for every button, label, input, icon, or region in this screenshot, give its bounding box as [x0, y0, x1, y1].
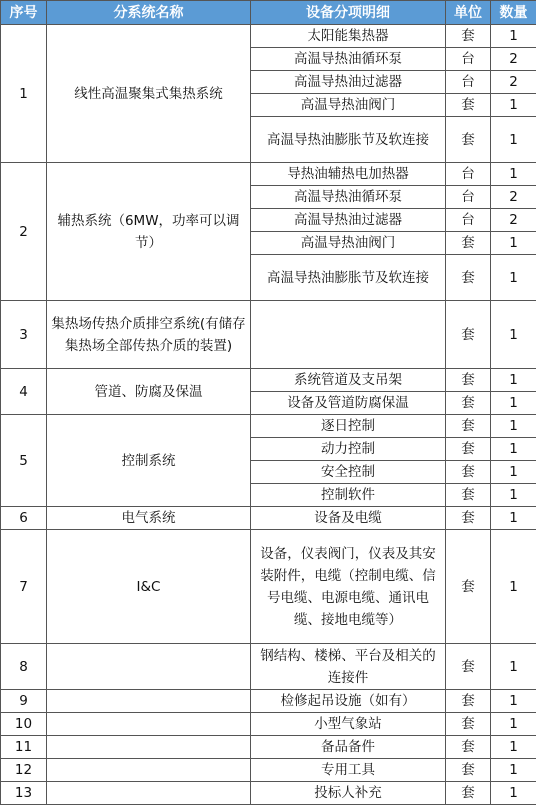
item-qty: 2 — [491, 71, 536, 94]
item-name: 检修起吊设施（如有） — [251, 690, 446, 713]
table-row — [1, 415, 536, 438]
header-system: 分系统名称 — [47, 1, 251, 25]
row-number: 11 — [1, 736, 47, 759]
row-number: 7 — [1, 530, 47, 644]
item-name: 安全控制 — [251, 461, 446, 484]
item-qty: 2 — [491, 48, 536, 71]
header-item: 设备分项明细 — [251, 1, 446, 25]
item-unit: 套 — [446, 301, 491, 369]
subsystem-name: 辅热系统（6MW，功率可以调节） — [47, 163, 251, 301]
item-qty: 1 — [491, 255, 536, 301]
header-qty: 数量 — [491, 1, 536, 25]
item-name — [251, 301, 446, 369]
item-unit: 套 — [446, 438, 491, 461]
item-unit: 套 — [446, 759, 491, 782]
item-name: 高温导热油过滤器 — [251, 209, 446, 232]
item-unit: 套 — [446, 713, 491, 736]
subsystem-name: 电气系统 — [47, 507, 251, 530]
item-name: 钢结构、楼梯、平台及相关的连接件 — [251, 644, 446, 690]
subsystem-name — [47, 644, 251, 690]
item-qty: 1 — [491, 782, 536, 805]
item-qty: 1 — [491, 415, 536, 438]
row-number: 10 — [1, 713, 47, 736]
table-row — [1, 690, 536, 713]
table-row — [1, 301, 536, 369]
header-unit: 单位 — [446, 1, 491, 25]
item-qty: 1 — [491, 644, 536, 690]
item-qty: 1 — [491, 94, 536, 117]
item-unit: 套 — [446, 530, 491, 644]
item-unit: 套 — [446, 690, 491, 713]
item-qty: 1 — [491, 163, 536, 186]
item-qty: 1 — [491, 301, 536, 369]
item-name: 高温导热油过滤器 — [251, 71, 446, 94]
table-row — [1, 713, 536, 736]
item-unit: 台 — [446, 163, 491, 186]
table-row — [1, 530, 536, 644]
item-name: 高温导热油循环泵 — [251, 186, 446, 209]
item-unit: 套 — [446, 94, 491, 117]
item-name: 备品备件 — [251, 736, 446, 759]
table-row — [1, 369, 536, 392]
subsystem-name: 集热场传热介质排空系统(有储存集热场全部传热介质的装置) — [47, 301, 251, 369]
item-name: 动力控制 — [251, 438, 446, 461]
item-unit: 套 — [446, 255, 491, 301]
item-name: 高温导热油阀门 — [251, 94, 446, 117]
item-name: 导热油辅热电加热器 — [251, 163, 446, 186]
item-qty: 1 — [491, 484, 536, 507]
item-unit: 套 — [446, 232, 491, 255]
item-unit: 台 — [446, 48, 491, 71]
table-row — [1, 25, 536, 48]
item-unit: 套 — [446, 736, 491, 759]
item-unit: 套 — [446, 415, 491, 438]
item-qty: 2 — [491, 186, 536, 209]
item-unit: 套 — [446, 461, 491, 484]
row-number: 2 — [1, 163, 47, 301]
subsystem-name: I&C — [47, 530, 251, 644]
item-name: 太阳能集热器 — [251, 25, 446, 48]
item-name: 逐日控制 — [251, 415, 446, 438]
item-unit: 套 — [446, 484, 491, 507]
item-name: 投标人补充 — [251, 782, 446, 805]
table-row — [1, 644, 536, 690]
item-unit: 套 — [446, 25, 491, 48]
item-name: 控制软件 — [251, 484, 446, 507]
item-qty: 1 — [491, 759, 536, 782]
item-name: 设备，仪表阀门，仪表及其安装附件，电缆（控制电缆、信号电缆、电源电缆、通讯电缆、接地电缆等） — [251, 530, 446, 644]
subsystem-name — [47, 759, 251, 782]
item-name: 专用工具 — [251, 759, 446, 782]
item-name: 高温导热油膨胀节及软连接 — [251, 255, 446, 301]
item-name: 系统管道及支吊架 — [251, 369, 446, 392]
item-qty: 1 — [491, 507, 536, 530]
subsystem-name — [47, 713, 251, 736]
item-unit: 套 — [446, 644, 491, 690]
item-name: 高温导热油膨胀节及软连接 — [251, 117, 446, 163]
subsystem-name — [47, 690, 251, 713]
item-qty: 1 — [491, 438, 536, 461]
item-qty: 1 — [491, 713, 536, 736]
item-qty: 1 — [491, 117, 536, 163]
item-unit: 套 — [446, 392, 491, 415]
item-qty: 1 — [491, 690, 536, 713]
item-unit: 套 — [446, 369, 491, 392]
row-number: 9 — [1, 690, 47, 713]
item-qty: 1 — [491, 232, 536, 255]
row-number: 4 — [1, 369, 47, 415]
item-unit: 套 — [446, 507, 491, 530]
subsystem-name — [47, 736, 251, 759]
table-row — [1, 782, 536, 805]
row-number: 12 — [1, 759, 47, 782]
row-number: 13 — [1, 782, 47, 805]
header-no: 序号 — [1, 1, 47, 25]
item-name: 高温导热油阀门 — [251, 232, 446, 255]
table-row — [1, 163, 536, 186]
item-qty: 1 — [491, 530, 536, 644]
item-name: 小型气象站 — [251, 713, 446, 736]
subsystem-name: 管道、防腐及保温 — [47, 369, 251, 415]
table-row — [1, 759, 536, 782]
item-unit: 套 — [446, 117, 491, 163]
table-row — [1, 736, 536, 759]
item-name: 设备及电缆 — [251, 507, 446, 530]
subsystem-name: 控制系统 — [47, 415, 251, 507]
row-number: 6 — [1, 507, 47, 530]
row-number: 5 — [1, 415, 47, 507]
item-unit: 台 — [446, 186, 491, 209]
item-qty: 1 — [491, 736, 536, 759]
item-name: 高温导热油循环泵 — [251, 48, 446, 71]
item-unit: 台 — [446, 71, 491, 94]
header-row — [1, 1, 536, 25]
item-qty: 1 — [491, 461, 536, 484]
row-number: 1 — [1, 25, 47, 163]
table-row — [1, 507, 536, 530]
item-name: 设备及管道防腐保温 — [251, 392, 446, 415]
subsystem-name: 线性高温聚集式集热系统 — [47, 25, 251, 163]
item-qty: 1 — [491, 369, 536, 392]
item-unit: 套 — [446, 782, 491, 805]
item-qty: 1 — [491, 392, 536, 415]
item-qty: 1 — [491, 25, 536, 48]
row-number: 3 — [1, 301, 47, 369]
item-unit: 台 — [446, 209, 491, 232]
row-number: 8 — [1, 644, 47, 690]
subsystem-name — [47, 782, 251, 805]
item-qty: 2 — [491, 209, 536, 232]
